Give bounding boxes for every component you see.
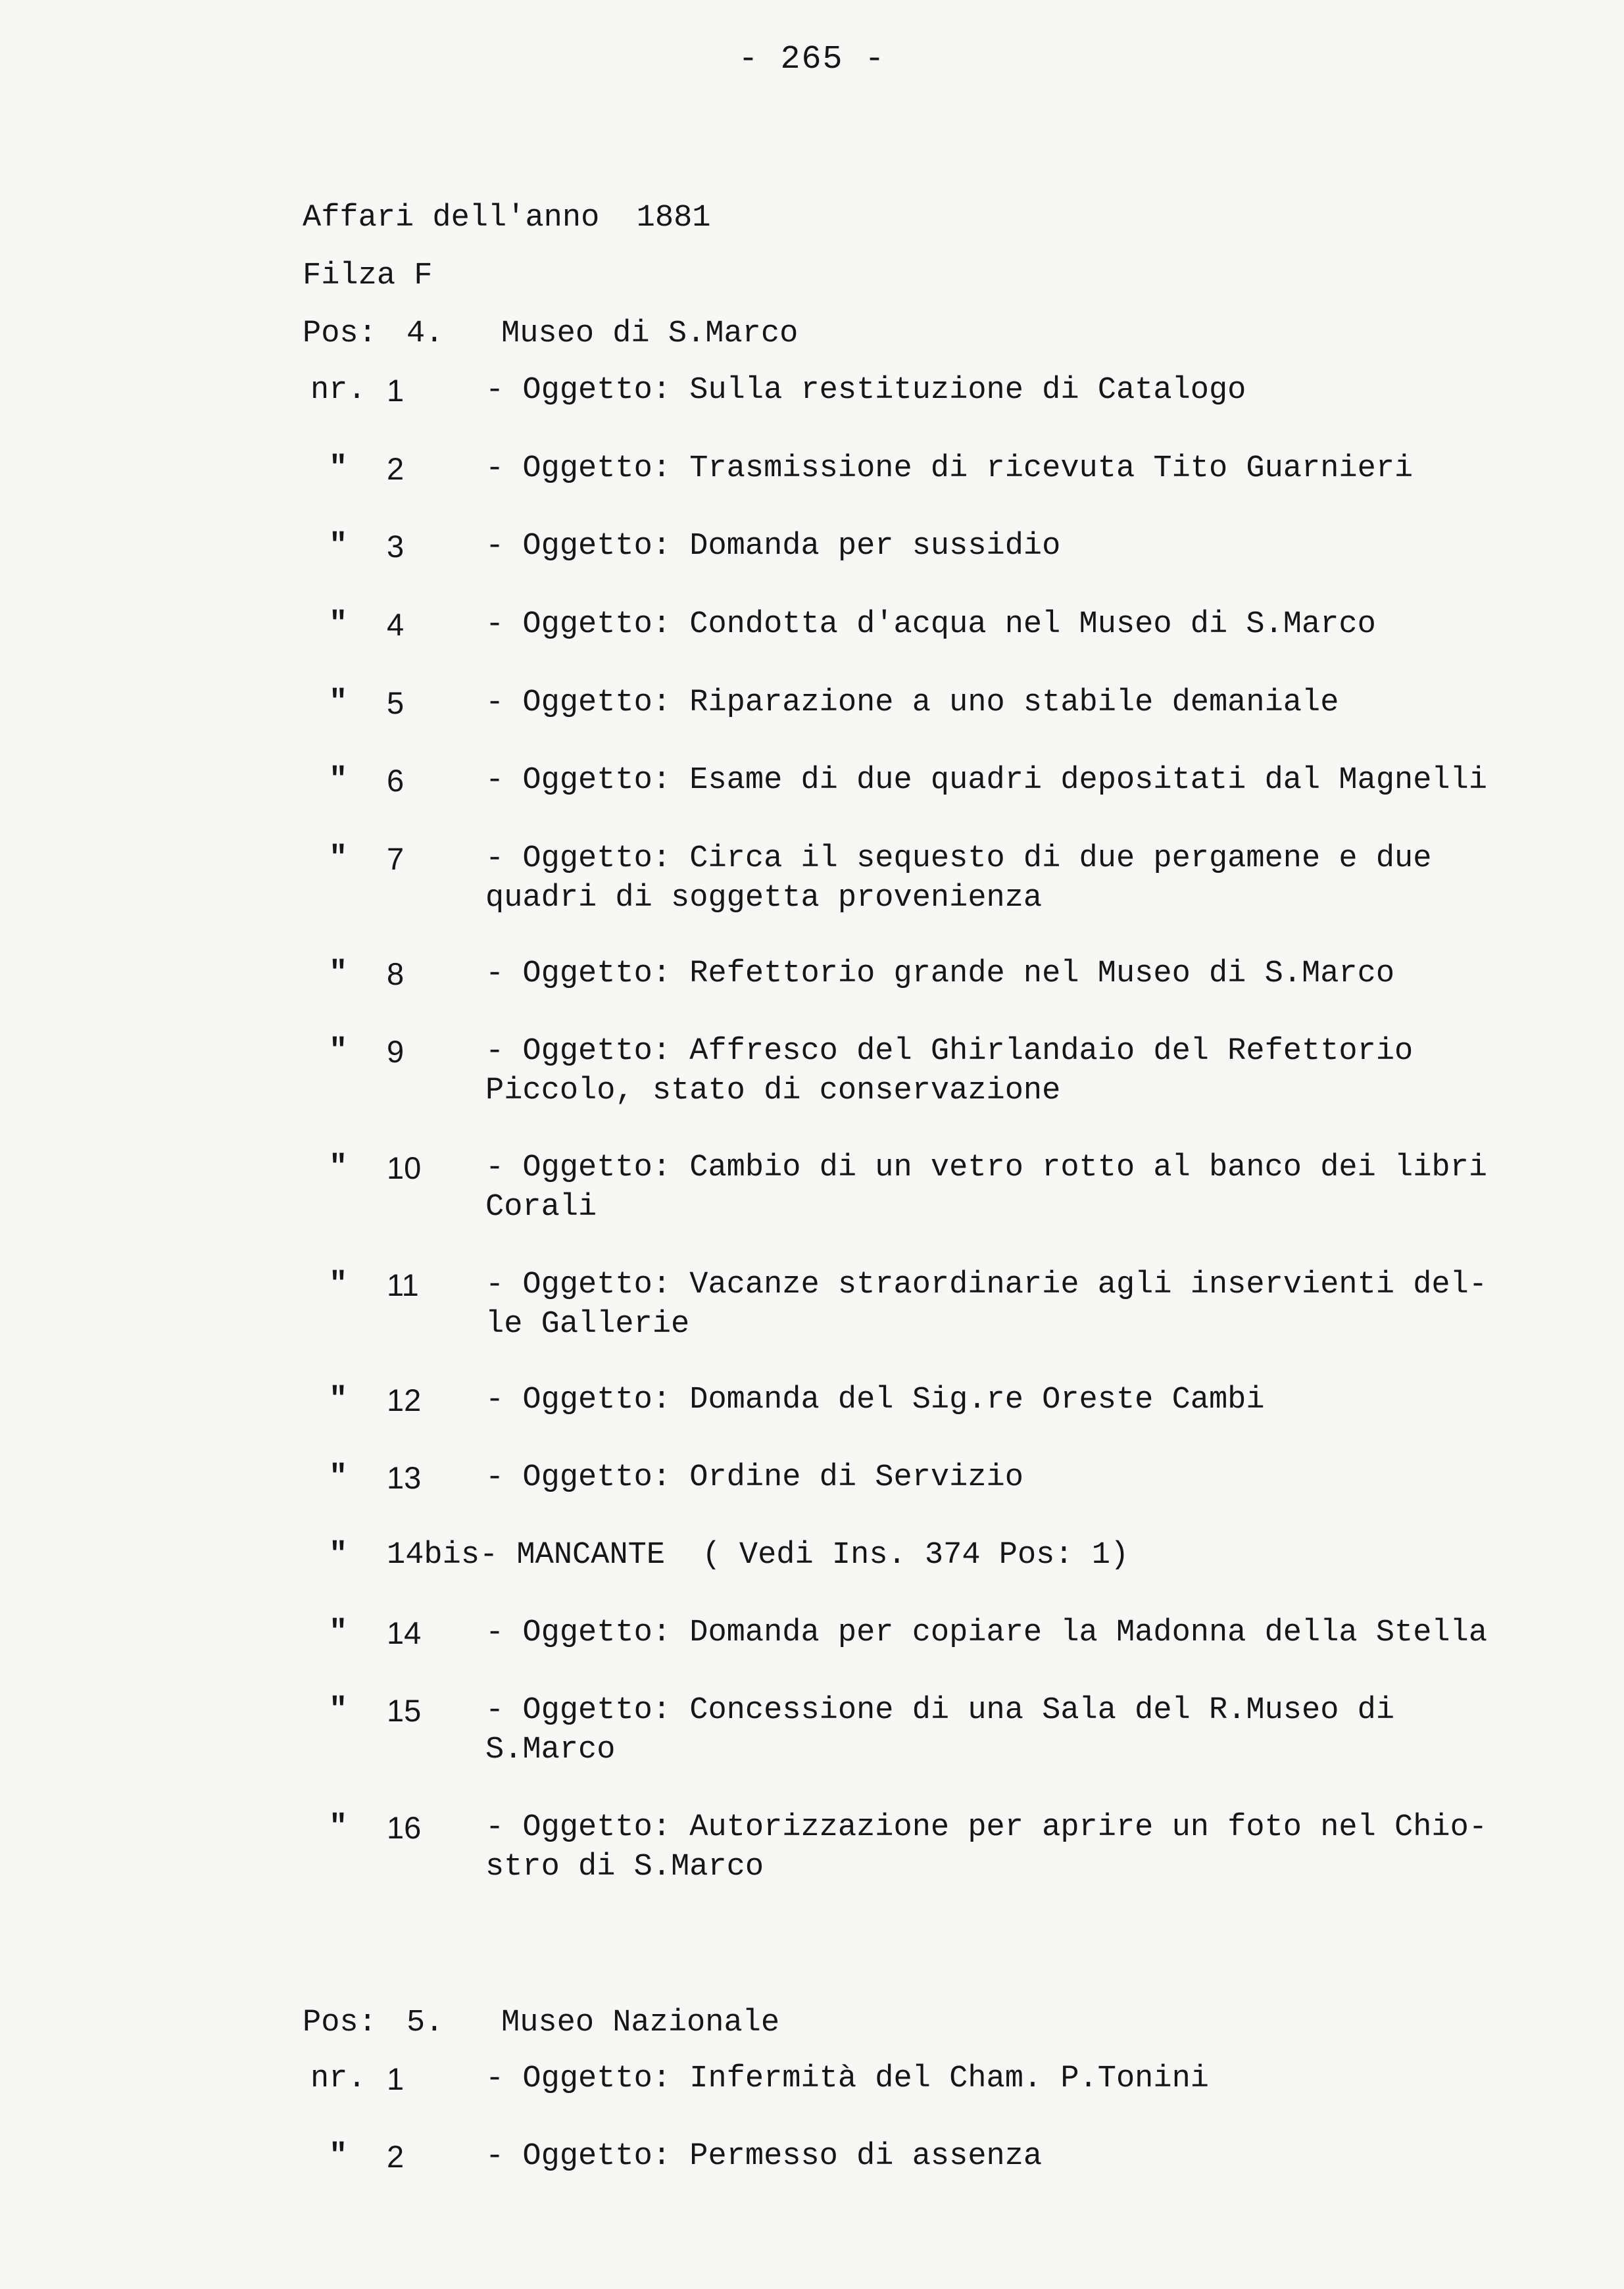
page-number: - 265 - [738, 41, 886, 78]
entry-mark: " [329, 2139, 348, 2174]
pos-label: Pos: [303, 316, 377, 351]
entry-text: - Oggetto: Concessione di una Sala del R.Museo di S.Marco [485, 1693, 1395, 1767]
entry-mark: " [329, 763, 348, 798]
entry-mark: " [329, 1810, 348, 1845]
entry-mark: " [329, 841, 348, 876]
entry-mark: " [329, 1383, 348, 1417]
entry-mark: " [329, 1538, 348, 1573]
entry-number: 11 [387, 1268, 419, 1302]
entry-mark: " [329, 529, 348, 564]
entry-text: - Oggetto: Sulla restituzione di Catalogo [485, 373, 1246, 408]
year-heading: Affari dell'anno 1881 [303, 201, 711, 235]
entry-text: - Oggetto: Affresco del Ghirlandaio del Refettorio Piccolo, stato di conservazione [485, 1034, 1414, 1108]
entry-text: - Oggetto: Esame di due quadri depositati dal Magnelli [485, 763, 1488, 798]
entry-number: 2 [387, 2139, 405, 2174]
entry-number: 7 [387, 841, 405, 876]
entry-mark: " [329, 956, 348, 991]
entry-text: - Oggetto: Cambio di un vetro rotto al banco dei libri Corali [485, 1150, 1488, 1225]
entry-number: 12 [387, 1383, 422, 1417]
entry-text: - Oggetto: Autorizzazione per aprire un foto nel Chio- stro di S.Marco [485, 1810, 1488, 1884]
pos-title: Museo di S.Marco [501, 316, 799, 351]
entry-text: - Oggetto: Infermità del Cham. P.Tonini [485, 2061, 1209, 2096]
entry-number: 5 [387, 685, 405, 720]
entry-mark: " [329, 1034, 348, 1069]
entry-number: 16 [387, 1810, 422, 1845]
entry-mark: " [329, 1268, 348, 1302]
entry-number: 6 [387, 763, 405, 798]
pos-number: 4. [406, 316, 444, 351]
entry-text: - Oggetto: Trasmissione di ricevuta Tito Guarnieri [485, 451, 1414, 486]
entry-number: 1 [387, 2061, 405, 2096]
entry-number: 10 [387, 1150, 422, 1185]
entry-text: - Oggetto: Permesso di assenza [485, 2139, 1043, 2174]
entry-mark: nr. [310, 373, 366, 408]
entry-mark: " [329, 451, 348, 486]
entry-text: - Oggetto: Riparazione a uno stabile demaniale [485, 685, 1339, 720]
entry-number: 9 [387, 1034, 405, 1069]
entry-mark: " [329, 607, 348, 642]
entry-text: - Oggetto: Vacanze straordinarie agli inservienti del- le Gallerie [485, 1268, 1488, 1342]
entry-text: - Oggetto: Refettorio grande nel Museo di S.Marco [485, 956, 1395, 991]
entry-missing-note: 14bis- MANCANTE ( Vedi Ins. 374 Pos: 1) [387, 1538, 1129, 1573]
entry-mark: " [329, 1150, 348, 1185]
entry-text: - Oggetto: Ordine di Servizio [485, 1460, 1023, 1495]
entry-number: 1 [387, 373, 405, 408]
entry-mark: " [329, 1693, 348, 1728]
entry-number: 14 [387, 1615, 422, 1650]
entry-number: 13 [387, 1460, 422, 1495]
entry-number: 2 [387, 451, 405, 486]
entry-text: - Oggetto: Circa il sequesto di due pergamene e due quadri di soggetta provenienza [485, 841, 1432, 916]
entry-number: 4 [387, 607, 405, 642]
entry-mark: nr. [310, 2061, 366, 2096]
entry-text: - Oggetto: Domanda per sussidio [485, 529, 1061, 564]
entry-text: - Oggetto: Condotta d'acqua nel Museo di S.Marco [485, 607, 1376, 642]
pos-number: 5. [406, 2006, 444, 2040]
pos-label: Pos: [303, 2006, 377, 2040]
entry-mark: " [329, 1460, 348, 1495]
pos-title: Museo Nazionale [501, 2006, 780, 2040]
entry-number: 8 [387, 956, 405, 991]
entry-mark: " [329, 685, 348, 720]
entry-text: - Oggetto: Domanda per copiare la Madonna della Stella [485, 1615, 1488, 1650]
filza-heading: Filza F [303, 258, 433, 293]
entry-number: 15 [387, 1693, 422, 1728]
entry-text: - Oggetto: Domanda del Sig.re Oreste Cambi [485, 1383, 1265, 1417]
entry-number: 3 [387, 529, 405, 564]
entry-mark: " [329, 1615, 348, 1650]
